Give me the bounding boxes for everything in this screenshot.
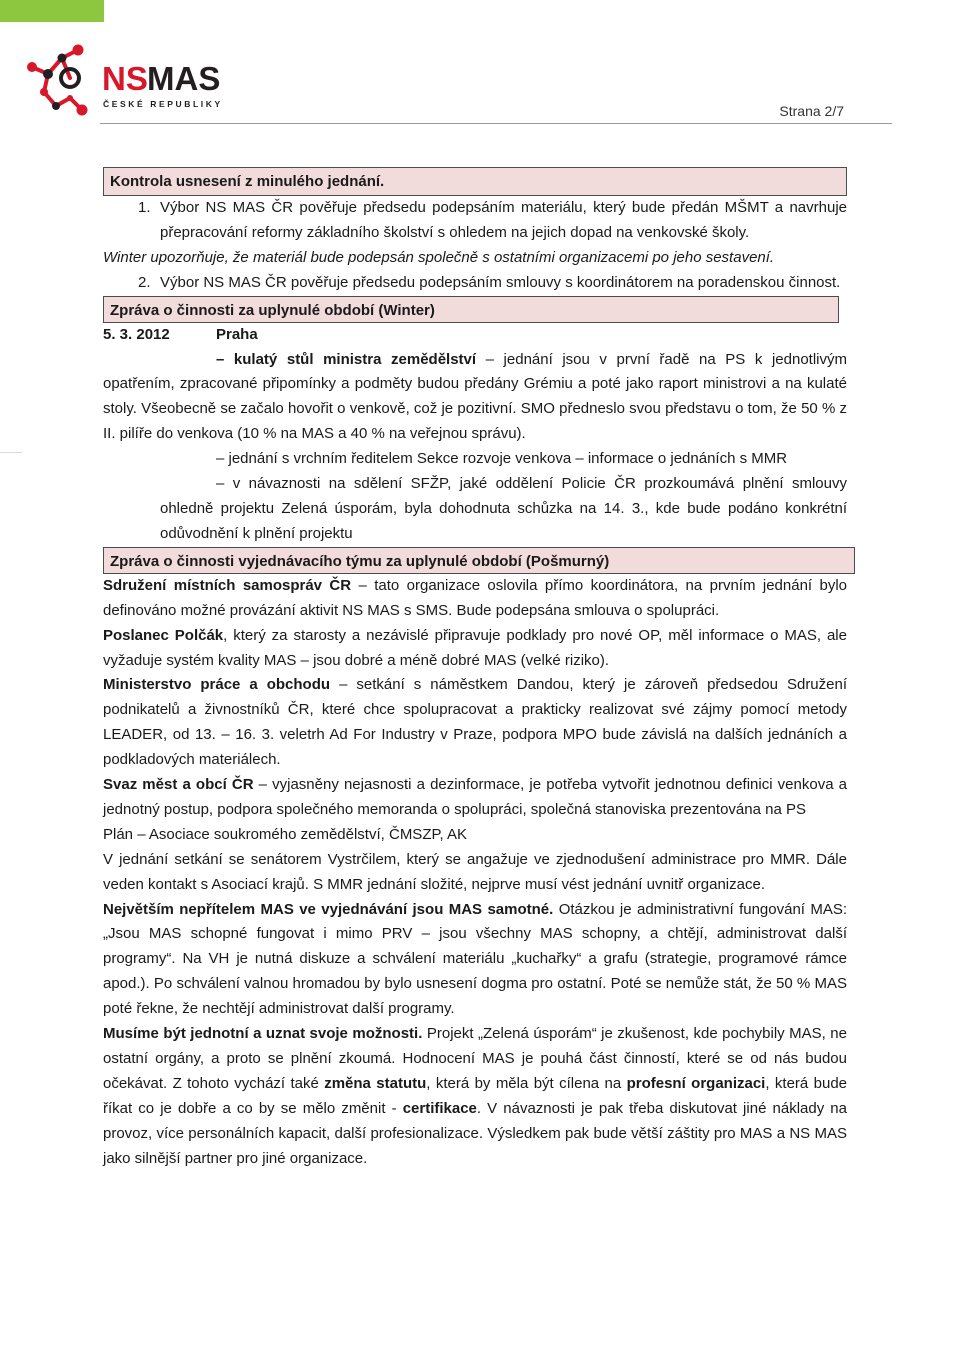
paragraph: V jednání setkání se senátorem Vystrčilem, který se angažuje ve zjednodušení administrace pro MMR. Dále veden kontakt s Asociací krajů. S MMR jednání složité, nejprve musí vést jednání uvnitř organizace. — [103, 850, 847, 893]
corner-accent — [0, 0, 104, 22]
numbered-item-2 — [103, 271, 847, 296]
paragraph: – jednání s vrchním ředitelem Sekce rozvoje venkova – informace o jednáních s MMR — [216, 450, 788, 468]
page-number: Strana 2/7 — [779, 103, 844, 119]
numbered-item-1 — [103, 196, 847, 246]
nsmas-logo — [22, 40, 237, 120]
italic-note: Winter upozorňuje, že materiál bude podepsán společně s ostatními organizacemi po jeho sestavení. — [103, 248, 775, 266]
paragraph: – v návaznosti na sdělení SFŽP, jaké oddělení Policie ČR prozkoumává plnění smlouvy ohledně projektu Zelená úsporám, byla dohodnuta schůzka na 14. 3., kde bude podáno konkrétní odůvodnění k plnění projektu — [160, 475, 847, 542]
header-rule — [100, 123, 892, 124]
svg-text:MAS: MAS — [147, 60, 221, 97]
item-text: Výbor NS MAS ČR pověřuje předsedu podepsáním materiálu, který bude předán MŠMT a navrhuje přepracování reformy základního školství s ohledem na jejich dopad na venkovské školy. — [160, 199, 847, 241]
item-text: Výbor NS MAS ČR pověřuje předsedu podepsáním smlouvy s koordinátorem na poradenskou činnost. — [160, 273, 841, 291]
meeting-date: 5. 3. 2012 — [103, 325, 170, 343]
section-heading-report: Zpráva o činnosti za uplynulé období (Winter) — [103, 296, 839, 323]
margin-mark — [0, 452, 22, 453]
date-place-row — [103, 323, 847, 348]
paragraph: Největším nepřítelem MAS ve vyjednávání jsou MAS samotné. Otázkou je administrativní fungování MAS: „Jsou MAS schopné fungovat i mimo PRV – jsou všechny MAS schopny, a chtějí, administrovat další programy“. Na VH je nutná diskuze a schválení materiálu „kuchařky“ a grafu (strategie, programové rámce apod.). Po schválení valnou hromadou by bylo usnesení dogma pro ostatní. Poté se nemůže stát, že 50 % MAS poté řekne, že nechtějí administrovat další programy. — [103, 900, 848, 1018]
paragraph: Plán – Asociace soukromého zemědělství, ČMSZP, AK — [103, 825, 468, 843]
paragraph: Sdružení místních samospráv ČR – tato organizace oslovila přímo koordinátora, na prvním jednání bylo definováno možné provázání aktivit NS MAS s SMS. Bude podepsána smlouva o spolupráci. — [103, 576, 847, 619]
document-body — [103, 167, 847, 1172]
svg-text:ČESKÉ REPUBLIKY: ČESKÉ REPUBLIKY — [103, 99, 223, 109]
svg-text:NS: NS — [102, 60, 148, 97]
paragraph: – kulatý stůl ministra zemědělství – jednání jsou v první řadě na PS k jednotlivým opatřením, zpracované připomínky a podměty budou předány Grémiu a poté jako raport ministrovi a na kulaté stoly. Všeobecně se začalo hovořit o venkově, což je pozitivní. SMO předneslo svou představu o tom, že 50 % z II. pilíře do venkova (10 % na MAS a 40 % na veřejnou správu). — [103, 350, 847, 443]
item-number: 2. — [138, 273, 151, 291]
paragraph: Musíme být jednotní a uznat svoje možnosti. Projekt „Zelená úsporám“ je zkušenost, kde pochybily MAS, ne ostatní orgány, a proto se plnění zkoumá. Hodnocení MAS je pouhá část činností, které se od nás budou očekávat. Z tohoto vychází také změna statutu, která by měla být cílena na profesní organizaci, která bude říkat co je dobře a co by se mělo změnit - certifikace. V návaznosti je pak třeba diskutovat jiné náklady na provoz, více personálních kapacit, další profesionalizace. Výsledkem pak bude větší záštity pro MAS a NS MAS jako silnější partner pro jiné organizace. — [103, 1025, 847, 1167]
paragraph: Poslanec Polčák, který za starosty a nezávislé připravuje podklady pro nové OP, měl informace o MAS, ale vyžaduje systém kvality MAS – jsou dobré a méně dobré MAS (velké riziko). — [103, 626, 847, 669]
section-heading-control: Kontrola usnesení z minulého jednání. — [103, 167, 847, 196]
meeting-place: Praha — [216, 325, 258, 343]
paragraph: Svaz měst a obcí ČR – vyjasněny nejasnosti a dezinformace, je potřeba vytvořit jednotnou definici venkova a jednotný postup, podpora společného memoranda o spolupráci, společná stanoviska prezentována na PS — [103, 776, 848, 818]
section-heading-negotiation: Zpráva o činnosti vyjednávacího týmu za uplynulé období (Pošmurný) — [103, 547, 855, 574]
item-number: 1. — [138, 199, 151, 216]
paragraph: Ministerstvo práce a obchodu – setkání s náměstkem Dandou, který je zároveň předsedou Sdružení podnikatelů a živnostníků ČR, které chce spolupracovat a prakticky realizovat své zájmy pomocí metody LEADER, od 13. – 16. 3. veletrh Ad For Industry v Praze, podpora MPO bude závislá na dalších jednáních a podkladových materiálech. — [103, 676, 848, 769]
